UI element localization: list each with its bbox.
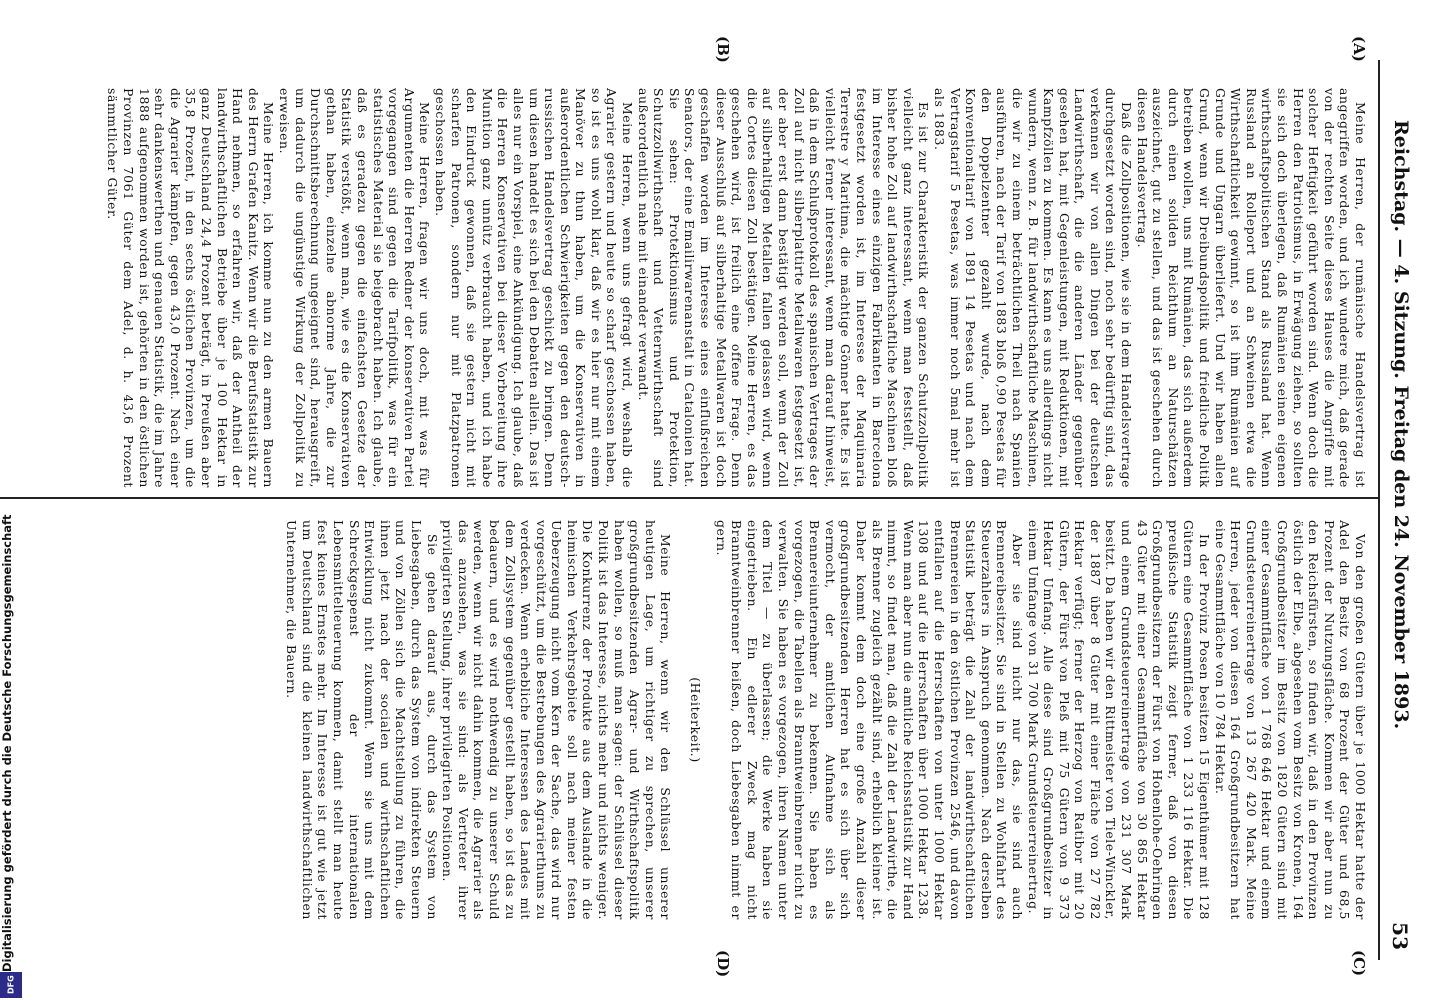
right-paragraph-6: Sie gehen darauf aus, durch das System von Liebesgaben, durch das System von indirekten Steuern und von Zöllen sich die Machtstellung zu führen, die ihnen jetzt nach der socialen und wirthschaftlichen Entwicklung nicht zukommt. Wenn sie uns mit dem Schreckgespenst der internationalen Lebensmittelteuerung kommen, damit stellt man heute fest keines Ernstes mehr. Im Interesse ist gut wie jetzt um Deutschland sind die kleinen landwirthschaftlichen Unternehmer, die Bauern. [284, 520, 440, 920]
margin-mark-a: (A) [1350, 36, 1368, 62]
header-title: Reichstag. — 4. Sitzung. Freitag den 24. November 1893. [1390, 120, 1412, 730]
right-interjection: (Heiterkeit.) [688, 677, 704, 763]
left-paragraph-6: Meine Herren, ich komme nun zu den armen Bauern des Herrn Grafen Kanitz. Wenn wir die Berufsstatistik zur Hand nehmen, so erfahren wir, daß der Antheil der landwirthschaftlichen Betriebe über je 100 Hektar in ganz Deutschland 24,4 Prozent beträgt, in Preußen aber 35,8 Prozent, in den sechs östlichen Provinzen, um die die Agrarier kämpfen, gegen 43,0 Prozent. Nach einer sehr dankenswerthen und genauen Statistik, die im Jahre 1888 aufgenommen worden ist, gehörten in den östlichen Provinzen 7061 Güter dem Adel, d. h. 43,6 Prozent sämmtlicher Güter. [105, 88, 277, 488]
margin-mark-c: (C) [1350, 950, 1368, 977]
left-paragraph-2: Daß die Zollpositionen, wie sie in dem Handelsvertrage durchgesetzt worden sind, noch sehr bedürftig sind, das verkennen wir von allen Dingen bei der deutschen Landwirthschaft, die die anderen Länder gegenüber gesehen hat, mit Gegenleistungen, mit Reduktionen, mit Kampfzöllen zu kommen. Es kann es uns allerdings nicht wundern, wenn z. B. für landwirthschaftliche Maschinen, die wir zu einem beträchtlichen Theil nach Spanien ausführen, nach der Tarif von 1883 bloß 0,90 Pesetas für den Doppelzentner gezahlt wurde, nach dem Konventionaltarif von 1891 14 Pesetas und nach dem Vertragstarif 5 Pesetas, was immer noch 5mal mehr ist als 1883. [931, 88, 1135, 488]
left-paragraph-5: Meine Herren, fragen wir uns doch, mit was für Argumenten die Herren Redner der konservativen Partei vorgegangen sind gegen die Tarifpolitik, was für ein statistisches Material sie beigebracht haben. Ich glaube, daß es geradezu gegen die einfachsten Gesetze der Statistik verstößt, wenn man, wie es die Konservativen gethan haben, einzelne abnorme Jahre, die zur Durchschnittsberechnung ungeeignet sind, herausgreift, um dadurch die ungünstige Wirkung der Zollpolitik zu erweisen. [277, 88, 433, 488]
left-paragraph-4: Meine Herren, wenn uns gefragt wird, weshalb die Agrarier gestern und heute so scharf geschossen haben, so ist es uns wohl klar, daß wir es hier nur mit einem Manöver zu thun haben, um die Konservativen in außerordentlichen Schwierigkeiten gegen den deutsch-russischen Handelsvertrag geschickt zu bringen. Denn um diesen handelt es sich bei den Debatten allein. Das ist alles nur ein Vorspiel, eine Ankündigung. Ich glaube, daß die Herren Konservativen bei dieser Vorbereitung ihre Munition ganz unnütz verbraucht haben, und ich habe den Eindruck gewonnen, daß sie gestern nicht mit scharfen Patronen, sondern nur mit Platzpatronen geschossen haben. [432, 88, 636, 488]
right-paragraph-1: Von den großen Gütern über je 1000 Hektar hatte der Adel den Besitz von 68 Prozent der Güter und 68,5 Prozent der Nutzungsfläche. Kommen wir aber nun zu den Reichsfürsten, so finden wir, daß in den Provinzen östlich der Elbe, abgesehen vom Besitz von Kronen, 164 Großgrundbesitzer im Besitz von 1820 Gütern sind mit einer Gesammtfläche von 1 768 646 Hektar und einem Grundsteuerreinertrage von 13 267 420 Mark. Meine Herren, jeder von diesen 164 Großgrundbesitzern hat eine Gesammtfläche von 10 784 Hektar. [1212, 520, 1368, 920]
right-paragraph-5: Meine Herren, wenn wir den Schlüssel unserer heutigen Lage, um richtiger zu sprechen, unserer großgrundbesitzenden Agrar- und Wirthschaftspolitik haben wollen, so muß man sagen: der Schlüssel dieser Politik ist das Interesse, nichts mehr und nichts weniger. Die Konkurrenz der Produkte aus dem Auslande in die heimischen Verkehrsgebiete soll nach meiner festen Ueberzeugung nicht vom Kern der Sache, das wird nur vorgeschützt, um die Bestrebungen des Agrarierthums zu verdecken. Wenn erhebliche Interessen des Landes mit dem Zollsystem gegenüber gestellt haben, so ist das zu bedauern, und es wird nothwendig zu unserer Schuld werden, wenn wir nicht dahin kommen, die Agrarier als das anzusehen, was sie sind: als Vertreter ihrer privilegirten Stellung, ihrer privilegirten Positionen. [440, 520, 674, 920]
left-paragraph-3: Es ist zur Charakteristik der ganzen Schutzzollpolitik vielleicht ganz interessant, wenn man feststellt, daß bisher hohe Zoll auf landwirthschaftliche Maschinen bloß im Interesse eines einzigen Fabrikanten in Barcelona festgesetzt worden ist, im Interesse der Maquinaria Terrestre y Maritima, die mächtige Gönner hatte. Es ist vielleicht ferner interessant, wenn man darauf hinweist, daß in dem Schlußprotokoll des spanischen Vertrages der Zoll auf nicht silberplattirte Metallwaren festgesetzt ist, der aber erst dann bestätigt werden soll, wenn der Zoll auf silberhaltigen Metallen fallen gelassen wird, wenn die Cortes diesen Zoll bestätigen. Meine Herren, es das geschehen wird, ist freilich eine offene Frage. Denn dieser Ausschluß auf silberhaltige Metallwaren ist doch geschaffen worden im Interesse eines einflußreichen Senators, der eine Emailirwarenanstalt in Catalonien hat. Sie sehen: Protektionismus und Protektion, Schutzzollwirthschaft und Vetternwirthschaft sind außerordentlich nahe mit einander verwandt. [635, 88, 932, 488]
page-number: 53 [1388, 922, 1412, 950]
left-column [78, 88, 1368, 488]
column-divider [0, 497, 1378, 499]
header-rule [1378, 60, 1380, 960]
right-paragraph-3: Aber sie sind nicht nur das, sie sind auch Brennereibesitzer. Sie sind in Stellen zu Wohlfahrt des Steuerzahlers in Anspruch genommen. Nach derselben Statistik beträgt die Zahl der landwirthschaftlichen Brennereien in den östlichen Provinzen 2546, und davon entfallen auf die Herrschaften von unter 1000 Hektar 1308 und auf die Herrschaften über 1000 Hektar 1238. Wenn man aber nun die amtliche Reichsstatistik zur Hand nimmt, so findet man, daß die Zahl der Landwirthe, die als Brenner zugleich gezählt sind, erheblich kleiner ist. Daher kommt dem doch eine große Anzahl dieser großgrundbesitzenden Herren hat es sich über sich vermocht, der amtlichen Aufnahme sich als Brennereiunternehmer zu bekennen. Sie haben es vorgezogen, die Tabellen als Branntweinbrenner nicht zu verwalten. Sie haben es vorgezogen, ihren Namen unter dem Titel — zu überlassen; die Werke haben sie eingetrieben. Ein edlerer Zweck mag nicht Branntweinbrenner heißen, doch Liebesgaben nimmt er gern. [713, 520, 1025, 920]
right-column [78, 520, 1368, 920]
margin-mark-b: (B) [714, 36, 732, 63]
dfg-logo: DFG [0, 972, 22, 998]
page-header [1382, 30, 1412, 970]
right-paragraph-2: In der Provinz Posen besitzen 15 Eigenthümer mit 128 Gütern eine Gesammtfläche von 1 233 116 Hektar. Die preußische Statistik zeigt ferner, daß von diesen Großgrundbesitzern der Fürst von Hohenlohe-Oehringen 43 Güter mit einer Gesammtfläche von 30 865 Hektar und einem Grundsteuerreinertrage von 231 307 Mark besitzt. Da haben wir den Rittmeister von Tiele-Winckler, der 1887 über 8 Güter mit einer Fläche von 27 782 Hektar verfügt; ferner der Herzog von Ratibor mit 20 Gütern, der Fürst von Pleß mit 75 Gütern von 9 373 Hektar Umfang. Alle diese sind Großgrundbesitzer in einem Umfange von 31 700 Mark Grundsteuerreinertrag. [1025, 520, 1213, 920]
digitization-credit: Digitalisierung gefördert durch die Deutsche Forschungsgemeinschaft [0, 514, 14, 972]
left-paragraph-1: Meine Herren, der rumänische Handelsvertrag ist angegriffen worden, und ich wundere mich, daß gerade von der rechten Seite dieses Hauses die Angriffe mit solcher Heftigkeit geführt worden sind. Wenn doch die Herren den Patriotismus, in Erwägung ziehen, so sollten sie sich doch überlegen, daß Rumänien seinen eigenen wirthschaftspolitischen Stand als Russland hat. Wenn Russland an Rolleport und an Schweinen etwa die Wirthschaftlichkeit gewinnt, so ist ihm Rumänien auf Grunde und Ungarn überliefert. Und wir haben allen Grund, wenn wir Dreibundspolitik und friedliche Politik betreiben wollen, uns mit Rumänien, das sich außerdem durch einen soliden Reichthum an Naturschätzen auszeichnet, gut zu stellen, und das ist geschehen durch diesen Handelsvertrag. [1134, 88, 1368, 488]
margin-mark-d: (D) [714, 950, 732, 978]
